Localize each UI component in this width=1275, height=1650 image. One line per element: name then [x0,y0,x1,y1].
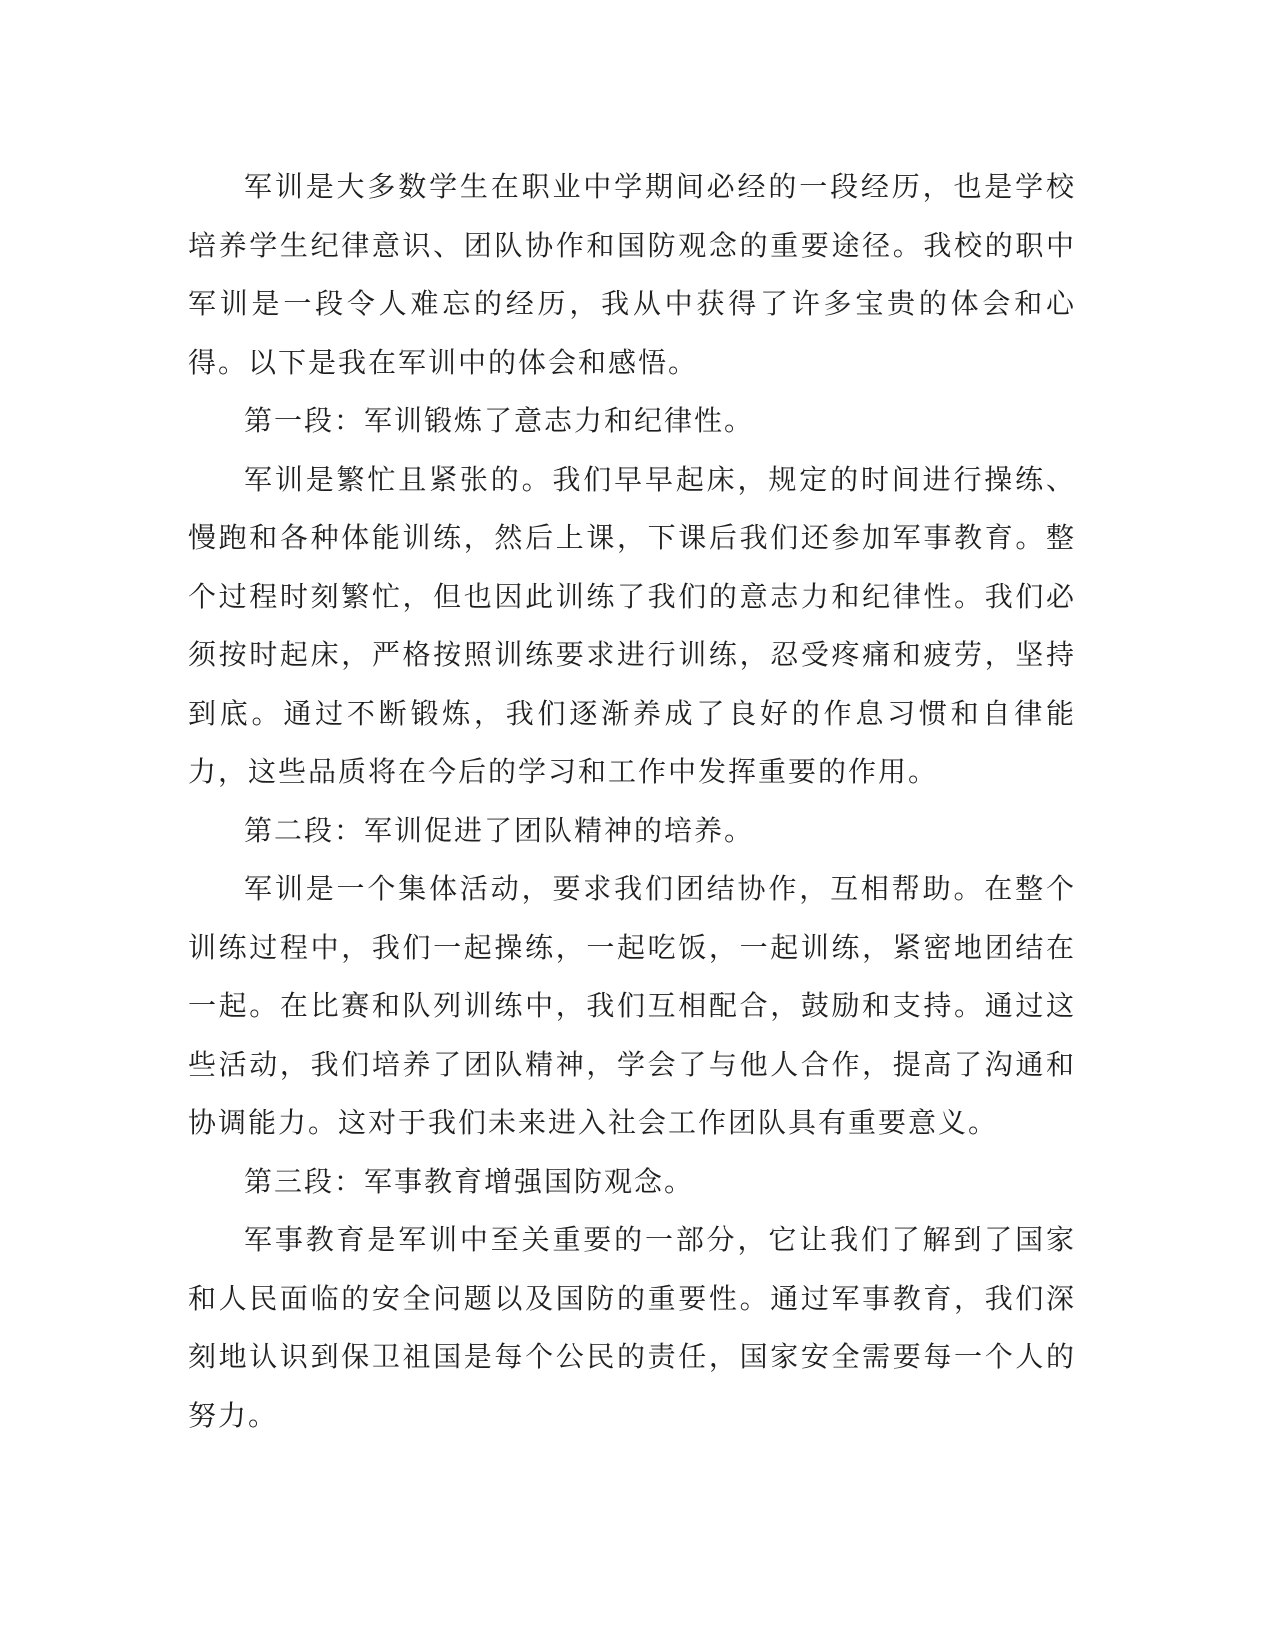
document-body [188,158,1076,1445]
section-one-paragraph: 军训是繁忙且紧张的。我们早早起床，规定的时间进行操练、慢跑和各种体能训练，然后上课，下课后我们还参加军事教育。整个过程时刻繁忙，但也因此训练了我们的意志力和纪律性。我们必须按时起床，严格按照训练要求进行训练，忍受疼痛和疲劳，坚持到底。通过不断锻炼，我们逐渐养成了良好的作息习惯和自律能力，这些品质将在今后的学习和工作中发挥重要的作用。 [188,462,1076,788]
intro-paragraph: 军训是大多数学生在职业中学期间必经的一段经历，也是学校培养学生纪律意识、团队协作和国防观念的重要途径。我校的职中军训是一段令人难忘的经历，我从中获得了许多宝贵的体会和心得。以下是我在军训中的体会和感悟。 [188,170,1076,379]
section-two-heading: 第二段：军训促进了团队精神的培养。 [244,813,755,847]
section-one-heading: 第一段：军训锻炼了意志力和纪律性。 [244,404,755,437]
section-two-paragraph: 军训是一个集体活动，要求我们团结协作，互相帮助。在整个训练过程中，我们一起操练，一起吃饭，一起训练，紧密地团结在一起。在比赛和队列训练中，我们互相配合，鼓励和支持。通过这些活动，我们培养了团队精神，学会了与他人合作，提高了沟通和协调能力。这对于我们未来进入社会工作团队具有重要意义。 [188,872,1076,1139]
section-three-heading: 第三段：军事教育增强国防观念。 [244,1164,695,1198]
section-three-paragraph: 军事教育是军训中至关重要的一部分，它让我们了解到了国家和人民面临的安全问题以及国防的重要性。通过军事教育，我们深刻地认识到保卫祖国是每个公民的责任，国家安全需要每一个人的努力。 [188,1223,1076,1432]
